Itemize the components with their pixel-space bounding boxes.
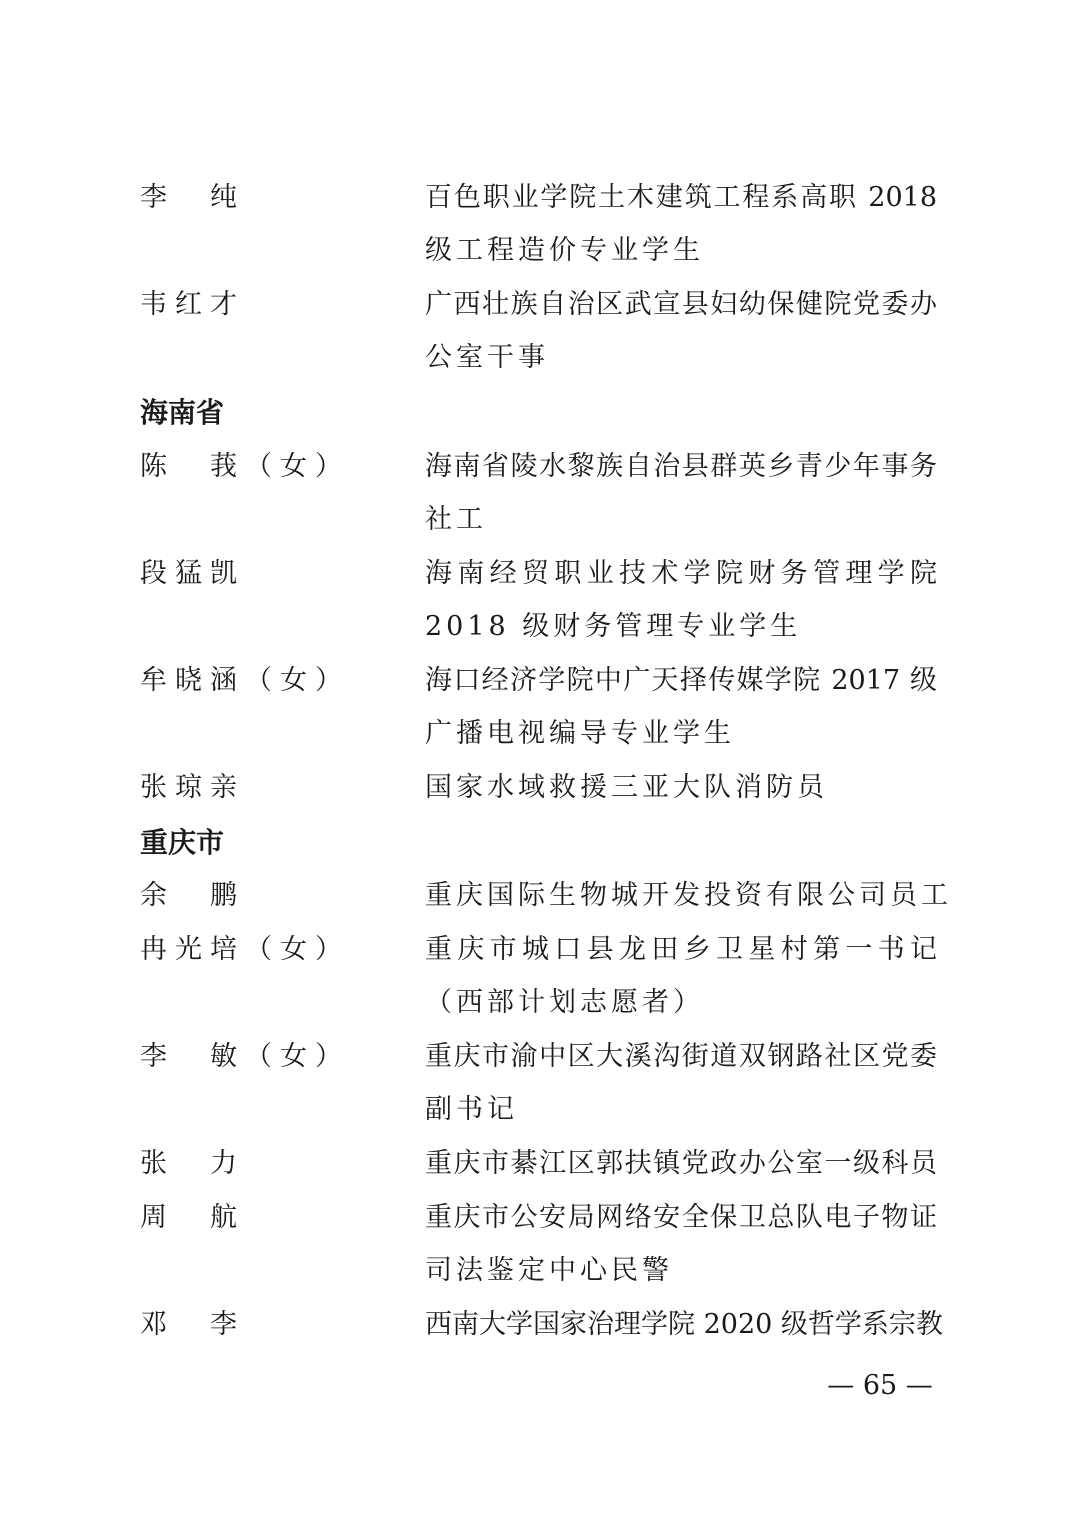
person-name: 李 纯 [140,182,245,213]
person-description: 百色职业学院土木建筑工程系高职 2018 [425,182,937,213]
person-description: 社工 [425,504,487,535]
person-name: 陈 莪（女） [140,451,350,482]
person-description: 重庆市公安局网络安全保卫总队电子物证 [425,1202,937,1233]
person-description: 海口经济学院中广天择传媒学院 2017 级 [425,665,937,696]
person-description: 国家水域救援三亚大队消防员 [425,772,828,803]
person-description: 广播电视编导专业学生 [425,718,735,749]
person-name: 韦红才 [140,289,245,320]
person-description: 海南经贸职业技术学院财务管理学院 [425,558,937,589]
person-description: 重庆市綦江区郭扶镇党政办公室一级科员 [425,1148,937,1179]
person-description: 西南大学国家治理学院 2020 级哲学系宗教 [425,1309,943,1340]
person-description: （西部计划志愿者） [425,987,704,1018]
person-name: 张琼亲 [140,772,245,803]
person-description: 2018 级财务管理专业学生 [425,611,802,642]
person-name: 余 鹏 [140,880,245,911]
person-name: 张 力 [140,1148,245,1179]
person-description: 广西壮族自治区武宣县妇幼保健院党委办 [425,289,937,320]
person-description: 公室干事 [425,342,549,373]
person-description: 海南省陵水黎族自治县群英乡青少年事务 [425,451,937,482]
person-description: 级工程造价专业学生 [425,235,704,266]
person-name: 李 敏（女） [140,1041,350,1072]
person-description: 副书记 [425,1094,518,1125]
person-name: 冉光培（女） [140,934,350,965]
section-heading: 海南省 [140,396,225,429]
person-name: 周 航 [140,1202,245,1233]
person-name: 牟晓涵（女） [140,665,350,696]
person-description: 重庆市渝中区大溪沟街道双钢路社区党委 [425,1041,937,1072]
person-name: 段猛凯 [140,558,245,589]
section-heading: 重庆市 [140,826,225,859]
person-name: 邓 李 [140,1309,245,1340]
person-description: 司法鉴定中心民警 [425,1255,673,1286]
person-description: 重庆市城口县龙田乡卫星村第一书记 [425,934,937,965]
person-description: 重庆国际生物城开发投资有限公司员工 [425,880,952,911]
page-number: — 65 — [827,1370,933,1401]
